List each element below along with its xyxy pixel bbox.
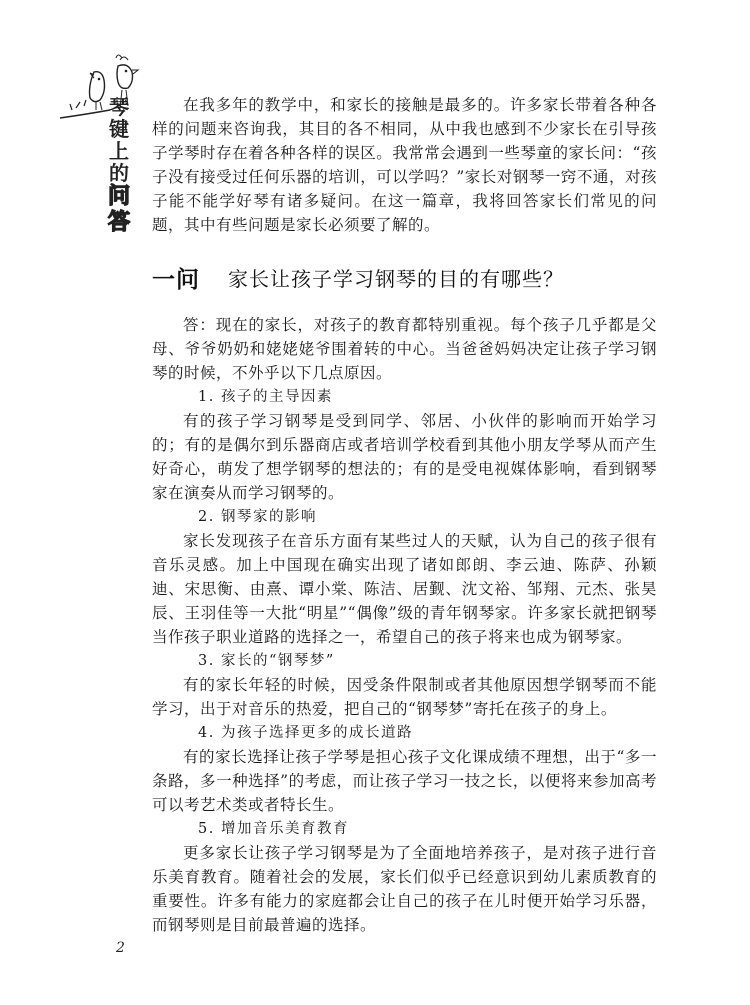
- sidebar-title-char: 答: [107, 210, 130, 235]
- section-heading: 3. 家长的“钢琴梦”: [198, 653, 335, 669]
- section-heading: 5. 增加音乐美育教育: [198, 821, 349, 837]
- sidebar-title-char: 问: [107, 184, 130, 209]
- question-label: 一问: [152, 266, 200, 293]
- sidebar-book-title: [106, 96, 132, 236]
- answer-section: [152, 313, 657, 937]
- question-heading: [152, 262, 657, 292]
- answer-opening: 答：现在的家长，对孩子的教育都特别重视。每个孩子几乎都是父母、爷爷奶奶和姥姥姥爷围着转的中心。当爸爸妈妈决定让孩子学习钢琴的时候，不外乎以下几点原因。: [152, 316, 657, 382]
- section-heading: 1. 孩子的主导因素: [198, 389, 333, 405]
- question-text: 家长让孩子学习钢琴的目的有哪些？: [228, 266, 564, 291]
- section-body: 有的孩子学习钢琴是受到同学、邻居、小伙伴的影响而开始学习的；有的是偶尔到乐器商店或者培训学校看到其他小朋友学琴从而产生好奇心，萌发了想学钢琴的想法的；有的是受电视媒体影响，看到钢琴家在演奏从而学习钢琴的。: [152, 412, 657, 502]
- sidebar-title-char: 键: [109, 117, 129, 141]
- section-body: 有的家长年轻的时候，因受条件限制或者其他原因想学钢琴而不能学习，出于对音乐的热爱，把自己的“钢琴梦”寄托在孩子的身上。: [152, 676, 657, 718]
- section-body: 家长发现孩子在音乐方面有某些过人的天赋，认为自己的孩子很有音乐灵感。加上中国现在确实出现了诸如郎朗、李云迪、陈萨、孙颖迪、宋思衡、由熹、谭小棠、陈洁、居觐、沈文裕、邹翔、元杰、张昊辰、王羽佳等一大批“明星”“偶像”级的青年钢琴家。许多家长就把钢琴当作孩子职业道路的选择之一，希望自己的孩子将来也成为钢琴家。: [152, 532, 657, 646]
- section-heading: 4. 为孩子选择更多的成长道路: [198, 725, 413, 741]
- section-body: 有的家长选择让孩子学琴是担心孩子文化课成绩不理想，出于“多一条路，多一种选择”的考虑，而让孩子学习一技之长，以便将来参加高考可以考艺术类或者特长生。: [152, 748, 657, 814]
- section-heading: 2. 钢琴家的影响: [198, 509, 317, 525]
- page-number: 2: [116, 940, 125, 956]
- intro-section: [152, 93, 657, 237]
- sidebar-title-char: 琴: [109, 95, 129, 119]
- birds-logo-icon: [58, 48, 148, 128]
- sidebar-title-char: 上: [109, 139, 129, 163]
- section-body: 更多家长让孩子学习钢琴是为了全面地培养孩子，是对孩子进行音乐美育教育。随着社会的发展，家长们似乎已经意识到幼儿素质教育的重要性。许多有能力的家庭都会让自己的孩子在儿时便开始学习乐器，而钢琴则是目前最普遍的选择。: [152, 844, 657, 934]
- sidebar-title-char: 的: [109, 161, 129, 185]
- intro-paragraph: 在我多年的教学中，和家长的接触是最多的。许多家长带着各种各样的问题来咨询我，其目的各不相同，从中我也感到不少家长在引导孩子学琴时存在着各种各样的误区。我常常会遇到一些琴童的家长问：“孩子没有接受过任何乐器的培训，可以学吗？”家长对钢琴一窍不通，对孩子能不能学好琴有诸多疑问。在这一篇章，我将回答家长们常见的问题，其中有些问题是家长必须要了解的。: [152, 96, 657, 234]
